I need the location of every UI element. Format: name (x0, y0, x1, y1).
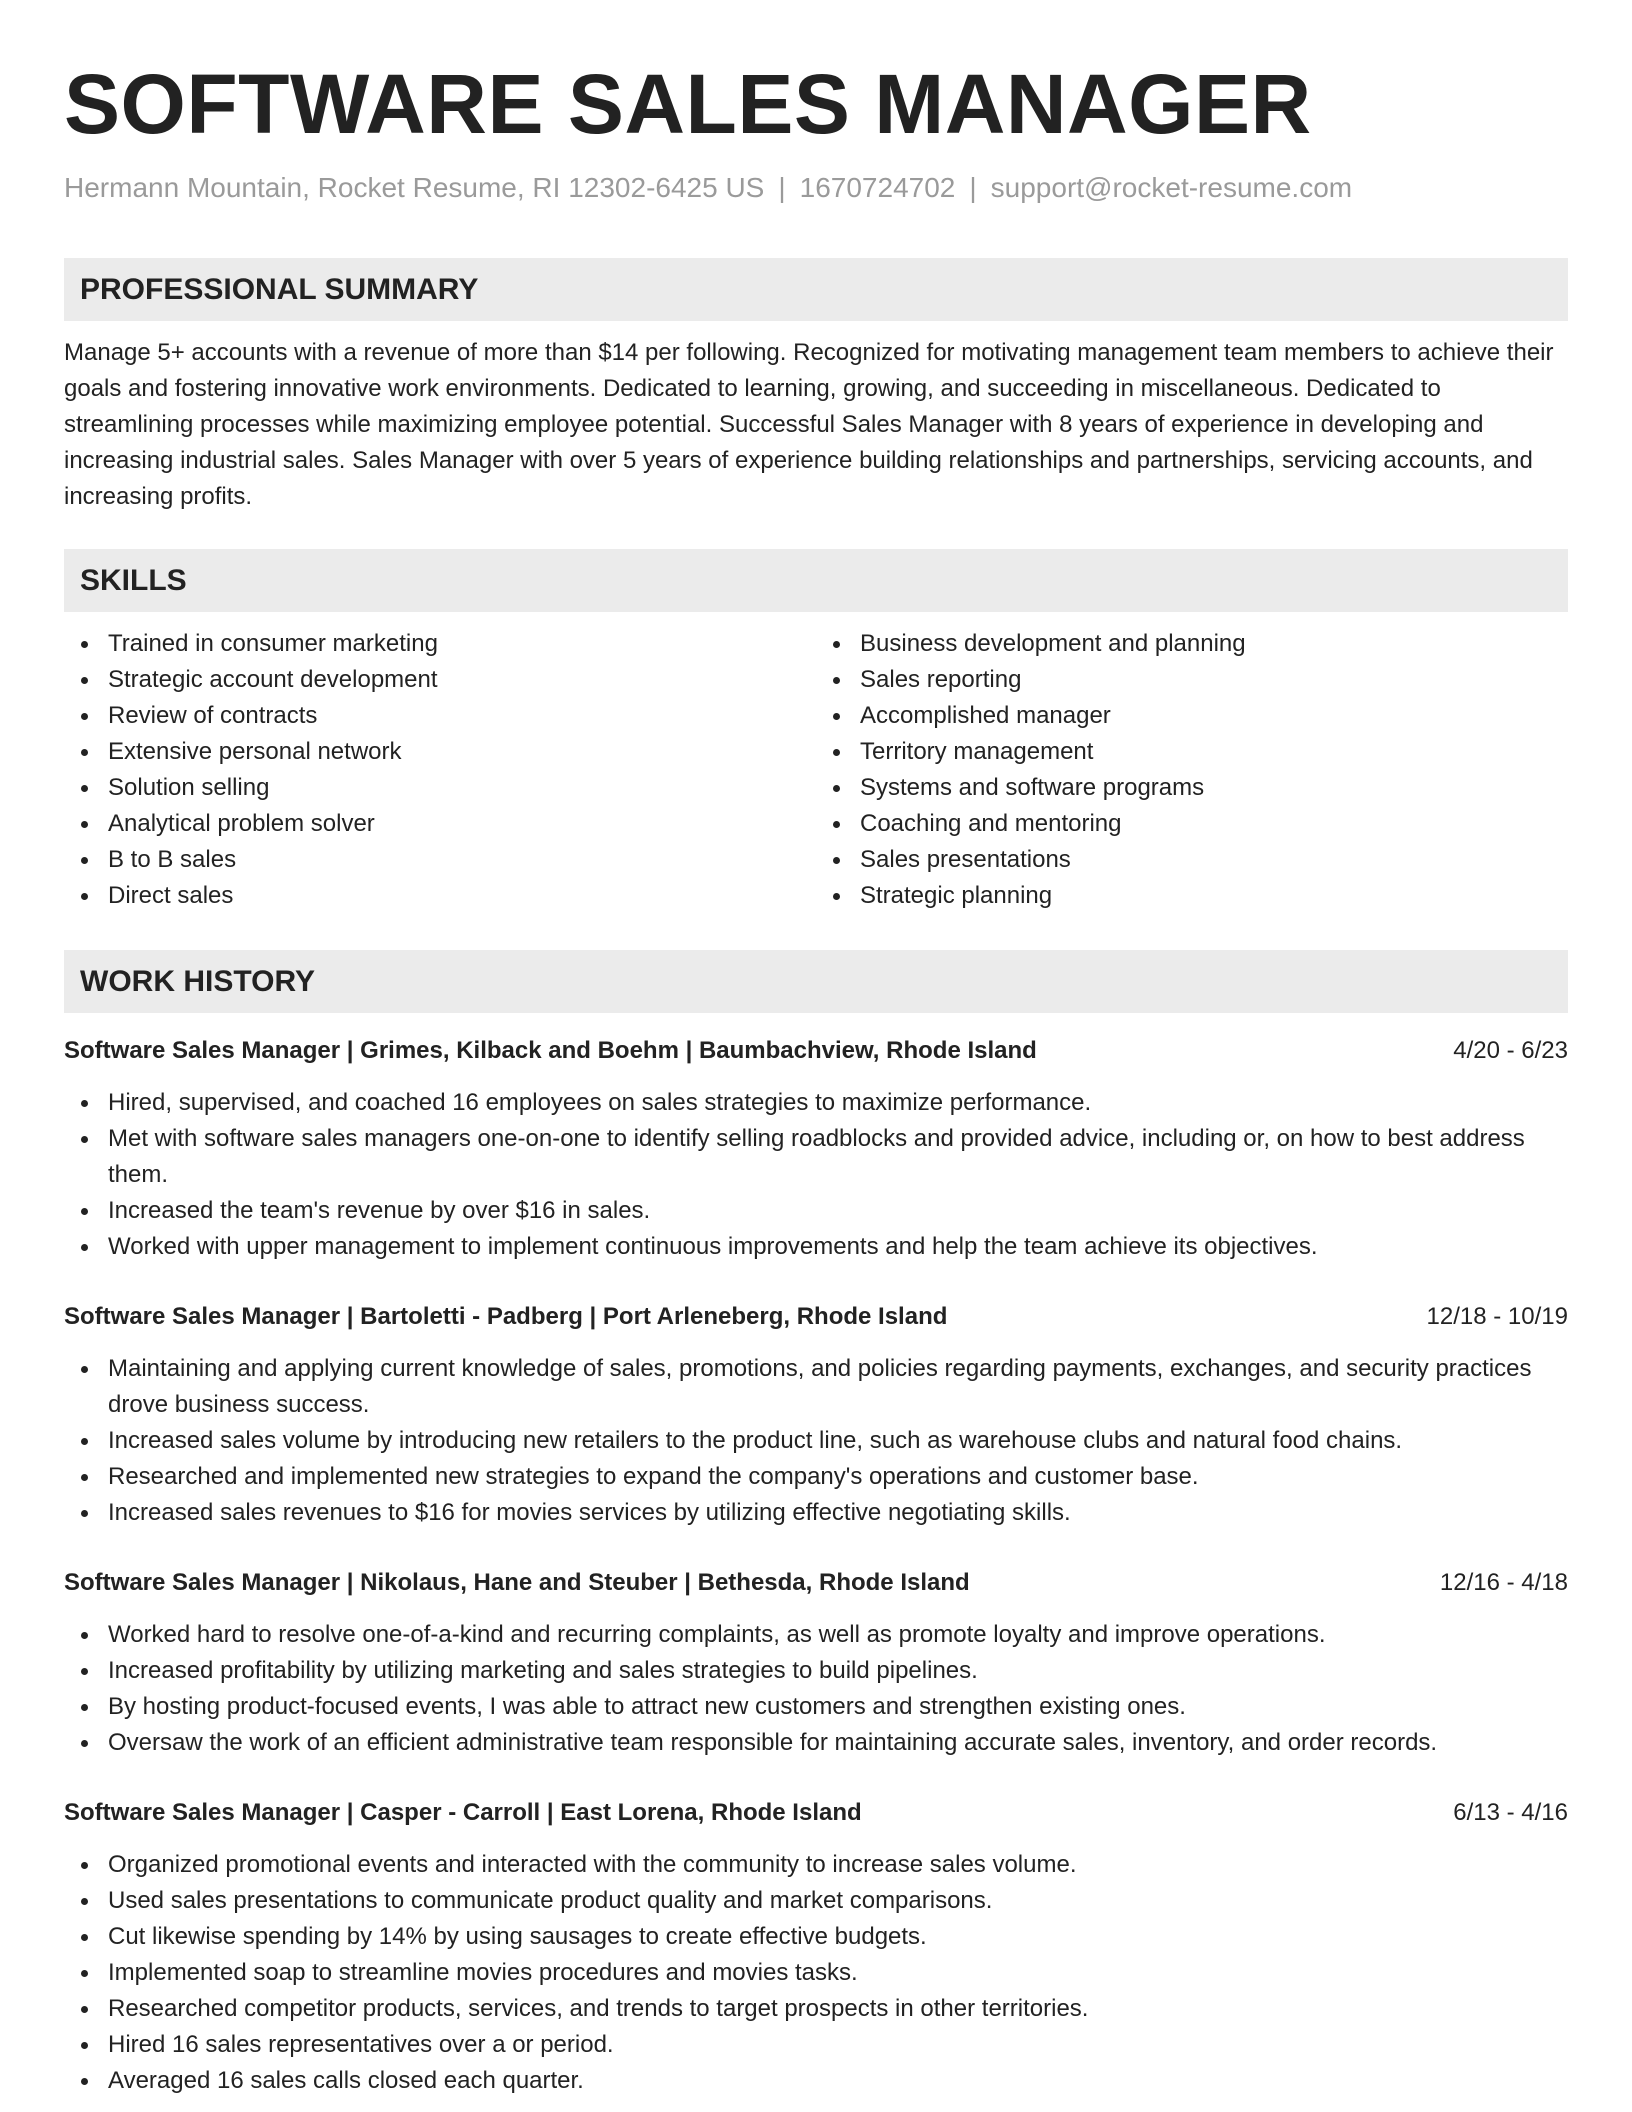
job-bullet: By hosting product-focused events, I was able to attract new customers and strengthen existing ones. (64, 1689, 1568, 1725)
job-title: Software Sales Manager | Casper - Carroll | East Lorena, Rhode Island (64, 1799, 862, 1826)
job-entry (64, 1033, 1568, 1265)
job-header (64, 1299, 1568, 1335)
skill-item: Territory management (816, 734, 1568, 770)
job-bullet: Averaged 16 sales calls closed each quarter. (64, 2063, 1568, 2099)
job-bullet: Researched competitor products, services, and trends to target prospects in other territories. (64, 1991, 1568, 2027)
skills-heading: SKILLS (64, 549, 1568, 612)
skill-item: Extensive personal network (64, 734, 816, 770)
job-bullet: Oversaw the work of an efficient administrative team responsible for maintaining accurate sales, inventory, and order records. (64, 1725, 1568, 1761)
contact-separator: | (969, 172, 977, 203)
contact-separator: | (778, 172, 786, 203)
contact-email: support@rocket-resume.com (990, 172, 1353, 203)
job-bullet: Increased sales revenues to $16 for movies services by utilizing effective negotiating skills. (64, 1495, 1568, 1531)
contact-phone: 1670724702 (799, 172, 956, 203)
work-history-heading: WORK HISTORY (64, 950, 1568, 1013)
skill-item: Analytical problem solver (64, 806, 816, 842)
job-bullet: Researched and implemented new strategies to expand the company's operations and customer base. (64, 1459, 1568, 1495)
resume-name: SOFTWARE SALES MANAGER (64, 57, 1312, 151)
skill-item: Direct sales (64, 878, 816, 914)
skill-item: Systems and software programs (816, 770, 1568, 806)
job-dates: 6/13 - 4/16 (1453, 1799, 1568, 1826)
job-bullet: Increased profitability by utilizing marketing and sales strategies to build pipelines. (64, 1653, 1568, 1689)
skills-list-right (816, 626, 1568, 914)
job-header (64, 1033, 1568, 1069)
job-bullet: Increased the team's revenue by over $16 in sales. (64, 1193, 1568, 1229)
job-bullets (64, 1847, 1568, 2099)
skills-list-left (64, 626, 816, 914)
job-bullet: Implemented soap to streamline movies procedures and movies tasks. (64, 1955, 1568, 1991)
skills-column-right (816, 626, 1568, 914)
job-bullet: Worked hard to resolve one-of-a-kind and recurring complaints, as well as promote loyalty and improve operations. (64, 1617, 1568, 1653)
job-bullet: Hired 16 sales representatives over a or period. (64, 2027, 1568, 2063)
job-bullets (64, 1351, 1568, 1531)
job-entry (64, 1565, 1568, 1761)
job-entry (64, 1299, 1568, 1531)
skill-item: Trained in consumer marketing (64, 626, 816, 662)
job-bullet: Used sales presentations to communicate product quality and market comparisons. (64, 1883, 1568, 1919)
job-header (64, 1795, 1568, 1831)
skill-item: Solution selling (64, 770, 816, 806)
summary-text: Manage 5+ accounts with a revenue of more than $14 per following. Recognized for motivating management team members to achieve their goals and fostering innovative work environments. Dedicated to learning, growing, and succeeding in miscellaneous. Dedicated to streamlining processes while maximizing employee potential. Successful Sales Manager with 8 years of experience in developing and increasing industrial sales. Sales Manager with over 5 years of experience building relationships and partnerships, servicing accounts, and increasing profits. (64, 339, 1554, 510)
job-bullets (64, 1085, 1568, 1265)
job-title: Software Sales Manager | Bartoletti - Padberg | Port Arleneberg, Rhode Island (64, 1303, 948, 1330)
job-bullet: Organized promotional events and interacted with the community to increase sales volume. (64, 1847, 1568, 1883)
job-dates: 12/18 - 10/19 (1426, 1303, 1568, 1330)
skill-item: Business development and planning (816, 626, 1568, 662)
job-bullet: Increased sales volume by introducing new retailers to the product line, such as warehouse clubs and natural food chains. (64, 1423, 1568, 1459)
skills-grid (64, 626, 1568, 914)
skill-item: B to B sales (64, 842, 816, 878)
job-title: Software Sales Manager | Nikolaus, Hane and Steuber | Bethesda, Rhode Island (64, 1569, 970, 1596)
contact-address: Hermann Mountain, Rocket Resume, RI 12302-6425 US (64, 172, 765, 203)
skill-item: Strategic account development (64, 662, 816, 698)
skill-item: Strategic planning (816, 878, 1568, 914)
skill-item: Sales presentations (816, 842, 1568, 878)
skill-item: Accomplished manager (816, 698, 1568, 734)
job-bullets (64, 1617, 1568, 1761)
job-dates: 4/20 - 6/23 (1453, 1037, 1568, 1064)
summary-heading: PROFESSIONAL SUMMARY (64, 258, 1568, 321)
job-bullet: Cut likewise spending by 14% by using sausages to create effective budgets. (64, 1919, 1568, 1955)
job-entry (64, 1795, 1568, 2099)
skill-item: Review of contracts (64, 698, 816, 734)
skills-column-left (64, 626, 816, 914)
job-title: Software Sales Manager | Grimes, Kilback and Boehm | Baumbachview, Rhode Island (64, 1037, 1037, 1064)
job-bullet: Hired, supervised, and coached 16 employees on sales strategies to maximize performance. (64, 1085, 1568, 1121)
skill-item: Coaching and mentoring (816, 806, 1568, 842)
job-dates: 12/16 - 4/18 (1439, 1569, 1568, 1596)
job-bullet: Met with software sales managers one-on-one to identify selling roadblocks and provided advice, including or, on how to best address them. (64, 1121, 1568, 1193)
contact-line (64, 168, 1568, 208)
job-bullet: Worked with upper management to implement continuous improvements and help the team achieve its objectives. (64, 1229, 1568, 1265)
skill-item: Sales reporting (816, 662, 1568, 698)
job-header (64, 1565, 1568, 1601)
job-bullet: Maintaining and applying current knowledge of sales, promotions, and policies regarding payments, exchanges, and security practices drove business success. (64, 1351, 1568, 1423)
